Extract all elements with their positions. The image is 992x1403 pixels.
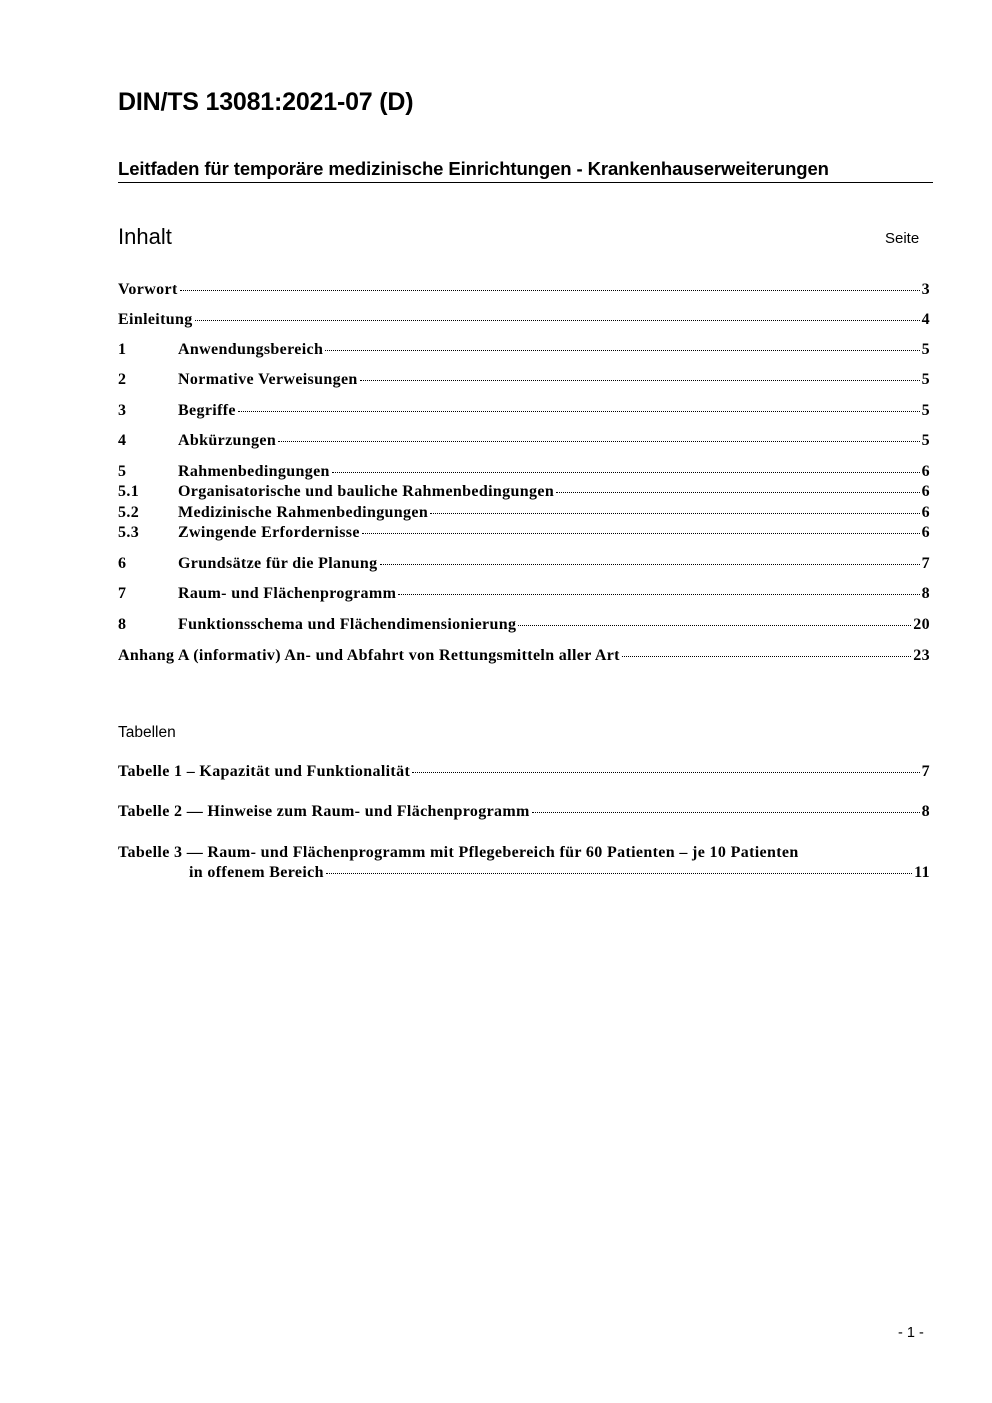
toc-entry-7[interactable] [118, 585, 930, 605]
toc-leader [325, 349, 919, 351]
toc-entry-title: Vorwort [118, 281, 178, 298]
toc-leader [398, 593, 919, 595]
toc-entry-number: 5 [118, 463, 127, 480]
toc-leader [518, 624, 911, 626]
toc-heading: Inhalt [118, 224, 172, 249]
toc-entry-2[interactable] [118, 371, 930, 391]
toc-page-column-heading: Seite [885, 230, 920, 247]
toc-entry-page: 3 [921, 281, 930, 298]
toc-entry-title: Rahmenbedingungen [178, 463, 330, 480]
document-id: DIN/TS 13081:2021-07 (D) [118, 88, 414, 116]
toc-leader [380, 563, 920, 565]
toc-entry-number: 5.2 [118, 504, 140, 521]
toc-entry-5-1[interactable] [118, 483, 930, 503]
toc-entry-5-3[interactable] [118, 524, 930, 544]
table-entry-title: Tabelle 2 — Hinweise zum Raum- und Flächenprogramm [118, 803, 530, 820]
toc-entry-page: 8 [921, 585, 930, 602]
toc-leader [412, 771, 920, 773]
toc-entry-page: 5 [921, 341, 930, 358]
toc-entry-number: 7 [118, 585, 127, 602]
table-entry-3-line2[interactable] [189, 864, 930, 884]
table-entry-page: 8 [921, 803, 930, 820]
toc-entry-number: 1 [118, 341, 127, 358]
toc-entry-page: 6 [921, 524, 930, 541]
toc-entry-page: 23 [913, 647, 930, 664]
toc-entry-vorwort[interactable] [118, 281, 930, 301]
table-entry-1[interactable] [118, 763, 930, 783]
toc-entry-page: 6 [921, 463, 930, 480]
table-entry-2[interactable] [118, 803, 930, 823]
toc-leader [238, 410, 920, 412]
table-entry-3-line1[interactable]: Tabelle 3 — Raum- und Flächenprogramm mit Pflegebereich für 60 Patienten – je 10 Patienten [118, 844, 799, 861]
toc-entry-title: Raum- und Flächenprogramm [178, 585, 397, 602]
toc-entry-5[interactable] [118, 463, 930, 483]
toc-entry-number: 6 [118, 555, 127, 572]
toc-leader [180, 289, 920, 291]
tables-heading: Tabellen [118, 724, 176, 741]
page-number: - 1 - [898, 1325, 924, 1341]
toc-entry-title: Grundsätze für die Planung [178, 555, 378, 572]
toc-entry-page: 6 [921, 504, 930, 521]
toc-leader [332, 471, 920, 473]
toc-leader [556, 491, 920, 493]
toc-entry-number: 5.3 [118, 524, 140, 541]
toc-entry-8[interactable] [118, 616, 930, 636]
toc-entry-number: 4 [118, 432, 127, 449]
toc-entry-page: 5 [921, 371, 930, 388]
table-entry-title: Tabelle 1 – Kapazität und Funktionalität [118, 763, 411, 780]
toc-entry-number: 3 [118, 402, 127, 419]
toc-entry-title: Normative Verweisungen [178, 371, 358, 388]
table-entry-title: in offenem Bereich [189, 864, 324, 881]
toc-leader [195, 319, 920, 321]
toc-leader [362, 532, 920, 534]
toc-entry-5-2[interactable] [118, 504, 930, 524]
toc-entry-page: 7 [921, 555, 930, 572]
toc-entry-page: 5 [921, 432, 930, 449]
toc-entry-title: Abkürzungen [178, 432, 277, 449]
toc-leader [430, 512, 920, 514]
table-entry-page: 11 [914, 864, 930, 881]
toc-leader [532, 811, 920, 813]
toc-entry-number: 2 [118, 371, 127, 388]
document-subtitle: Leitfaden für temporäre medizinische Einrichtungen - Krankenhauserweiterungen [118, 158, 933, 183]
toc-entry-4[interactable] [118, 432, 930, 452]
toc-entry-page: 20 [913, 616, 930, 633]
toc-entry-title: Anhang A (informativ) An- und Abfahrt von Rettungsmitteln aller Art [118, 647, 620, 664]
toc-entry-einleitung[interactable] [118, 311, 930, 331]
table-entry-page: 7 [921, 763, 930, 780]
toc-entry-title: Funktionsschema und Flächendimensionierung [178, 616, 517, 633]
toc-entry-number: 5.1 [118, 483, 140, 500]
toc-leader [360, 379, 920, 381]
toc-entry-title: Organisatorische und bauliche Rahmenbedingungen [178, 483, 555, 500]
toc-entry-number: 8 [118, 616, 127, 633]
toc-entry-page: 5 [921, 402, 930, 419]
toc-entry-1[interactable] [118, 341, 930, 361]
toc-entry-page: 6 [921, 483, 930, 500]
toc-entry-3[interactable] [118, 402, 930, 422]
toc-leader [278, 440, 920, 442]
toc-leader [622, 655, 911, 657]
toc-entry-title: Einleitung [118, 311, 193, 328]
toc-entry-title: Zwingende Erfordernisse [178, 524, 360, 541]
toc-entry-title: Begriffe [178, 402, 236, 419]
toc-entry-title: Anwendungsbereich [178, 341, 324, 358]
toc-entry-page: 4 [921, 311, 930, 328]
toc-entry-title: Medizinische Rahmenbedingungen [178, 504, 429, 521]
toc-entry-anhang-a[interactable] [118, 647, 930, 667]
toc-leader [326, 872, 912, 874]
toc-entry-6[interactable] [118, 555, 930, 575]
